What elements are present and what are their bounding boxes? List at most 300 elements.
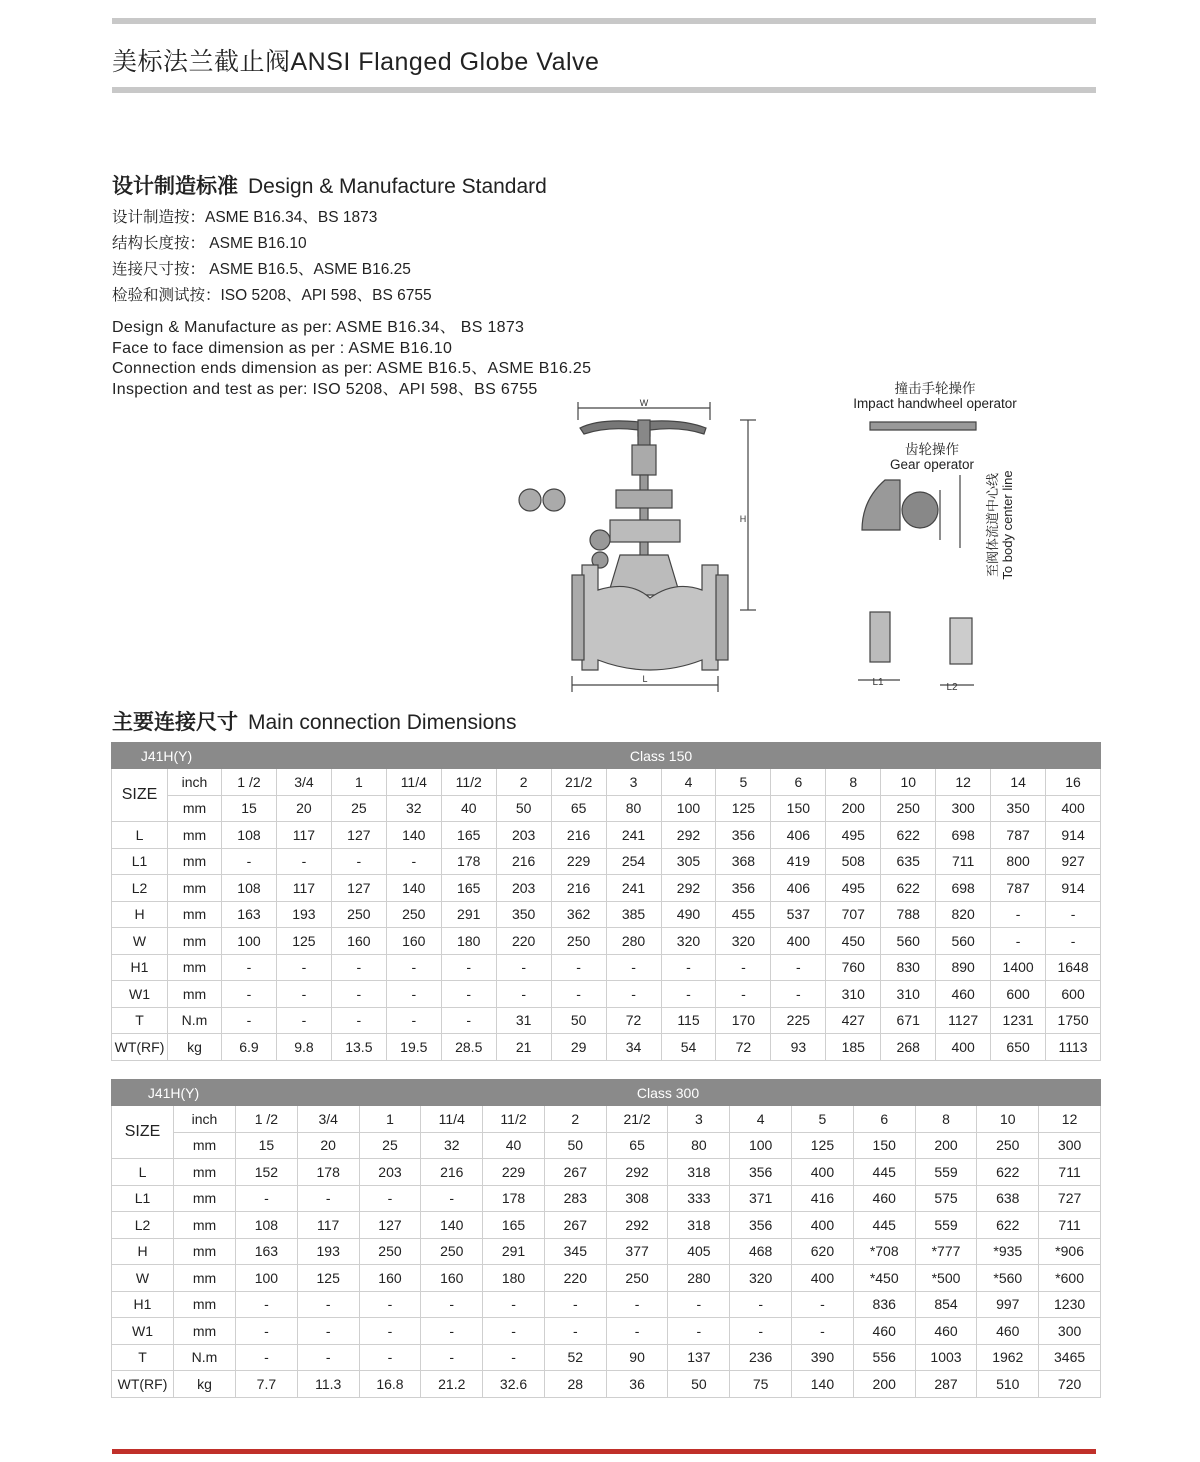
value-cell: 1400 xyxy=(991,954,1046,981)
row-label: L xyxy=(112,1159,174,1186)
dim-l2-label: L2 xyxy=(946,682,958,693)
value-cell: 460 xyxy=(977,1318,1039,1345)
row-label: L xyxy=(112,822,168,849)
value-cell: - xyxy=(386,954,441,981)
value-cell: 460 xyxy=(936,981,991,1008)
value-cell: 160 xyxy=(421,1265,483,1292)
row-unit: mm xyxy=(168,981,222,1008)
value-cell: 400 xyxy=(771,928,826,955)
value-cell: 600 xyxy=(991,981,1046,1008)
size-mm-cell: 100 xyxy=(730,1132,792,1159)
size-inch-cell: 3/4 xyxy=(297,1106,359,1133)
value-cell: - xyxy=(441,1007,496,1034)
table-row xyxy=(112,822,1101,849)
value-cell: 125 xyxy=(297,1265,359,1292)
value-cell: 671 xyxy=(881,1007,936,1034)
value-cell: 100 xyxy=(236,1265,298,1292)
table-row xyxy=(112,1185,1101,1212)
value-cell: *906 xyxy=(1039,1238,1101,1265)
value-cell: - xyxy=(331,981,386,1008)
row-unit: kg xyxy=(174,1371,236,1398)
row-unit: mm xyxy=(168,848,222,875)
size-mm-cell: 32 xyxy=(386,795,441,822)
value-cell: 250 xyxy=(331,901,386,928)
size-mm-cell: 32 xyxy=(421,1132,483,1159)
value-cell: 377 xyxy=(606,1238,668,1265)
size-mm-cell: 125 xyxy=(716,795,771,822)
size-inch-cell: 10 xyxy=(977,1106,1039,1133)
row-label: T xyxy=(112,1007,168,1034)
value-cell: 1231 xyxy=(991,1007,1046,1034)
value-cell: 100 xyxy=(222,928,277,955)
class-label: Class 150 xyxy=(222,743,1101,769)
value-cell: 368 xyxy=(716,848,771,875)
value-cell: 727 xyxy=(1039,1185,1101,1212)
value-cell: 50 xyxy=(668,1371,730,1398)
value-cell: 34 xyxy=(606,1034,661,1061)
size-mm-cell: 400 xyxy=(1046,795,1101,822)
value-cell: 50 xyxy=(551,1007,606,1034)
row-unit: N.m xyxy=(174,1344,236,1371)
value-cell: 1230 xyxy=(1039,1291,1101,1318)
value-cell: 559 xyxy=(915,1159,977,1186)
size-inch-cell: 3 xyxy=(606,769,661,796)
standard-line-en: Connection ends dimension as per: ASME B16.5、ASME B16.25 xyxy=(112,360,592,377)
value-cell: 220 xyxy=(496,928,551,955)
unit-inch: inch xyxy=(168,769,222,796)
table-row xyxy=(112,901,1101,928)
value-cell: 406 xyxy=(771,875,826,902)
value-cell: 345 xyxy=(544,1238,606,1265)
value-cell: 19.5 xyxy=(386,1034,441,1061)
class150-table xyxy=(111,742,1101,1061)
size-mm-cell: 250 xyxy=(881,795,936,822)
value-cell: 698 xyxy=(936,822,991,849)
value-cell: 75 xyxy=(730,1371,792,1398)
value-cell: 250 xyxy=(551,928,606,955)
value-cell: 400 xyxy=(792,1159,854,1186)
value-cell: 203 xyxy=(496,875,551,902)
row-label: L2 xyxy=(112,1212,174,1239)
value-cell: - xyxy=(606,981,661,1008)
value-cell: 117 xyxy=(276,822,331,849)
size-mm-cell: 200 xyxy=(915,1132,977,1159)
row-label: L1 xyxy=(112,1185,174,1212)
table-row xyxy=(112,981,1101,1008)
value-cell: 160 xyxy=(386,928,441,955)
size-inch-cell: 6 xyxy=(771,769,826,796)
value-cell: 495 xyxy=(826,875,881,902)
dims-heading-en: Main connection Dimensions xyxy=(248,711,517,734)
page-title: 美标法兰截止阀ANSI Flanged Globe Valve xyxy=(112,48,600,76)
value-cell: 320 xyxy=(661,928,716,955)
table-row xyxy=(112,795,1101,822)
row-label: T xyxy=(112,1344,174,1371)
value-cell: 711 xyxy=(1039,1159,1101,1186)
value-cell: 556 xyxy=(853,1344,915,1371)
value-cell: 460 xyxy=(915,1318,977,1345)
body-center-line-label xyxy=(980,455,1020,595)
value-cell: 419 xyxy=(771,848,826,875)
row-label: L2 xyxy=(112,875,168,902)
value-cell: - xyxy=(441,981,496,1008)
value-cell: 711 xyxy=(936,848,991,875)
gear-label-cn: 齿轮操作 xyxy=(905,442,959,457)
size-inch-cell: 1 xyxy=(359,1106,421,1133)
value-cell: 229 xyxy=(483,1159,545,1186)
value-cell: 914 xyxy=(1046,875,1101,902)
value-cell: *450 xyxy=(853,1265,915,1292)
size-inch-cell: 12 xyxy=(936,769,991,796)
row-unit: mm xyxy=(174,1185,236,1212)
size-label: SIZE xyxy=(112,769,168,822)
row-unit: mm xyxy=(168,954,222,981)
value-cell: - xyxy=(276,1007,331,1034)
value-cell: 720 xyxy=(1039,1371,1101,1398)
value-cell: 165 xyxy=(483,1212,545,1239)
value-cell: - xyxy=(551,954,606,981)
value-cell: - xyxy=(668,1318,730,1345)
value-cell: 575 xyxy=(915,1185,977,1212)
size-inch-cell: 2 xyxy=(544,1106,606,1133)
value-cell: 36 xyxy=(606,1371,668,1398)
size-mm-cell: 40 xyxy=(483,1132,545,1159)
value-cell: 318 xyxy=(668,1212,730,1239)
row-unit: mm xyxy=(174,1265,236,1292)
value-cell: - xyxy=(331,848,386,875)
size-mm-cell: 20 xyxy=(276,795,331,822)
value-cell: - xyxy=(730,1291,792,1318)
value-cell: 115 xyxy=(661,1007,716,1034)
size-inch-cell: 5 xyxy=(716,769,771,796)
value-cell: 165 xyxy=(441,875,496,902)
size-mm-cell: 25 xyxy=(331,795,386,822)
value-cell: 490 xyxy=(661,901,716,928)
size-inch-cell: 16 xyxy=(1046,769,1101,796)
value-cell: 13.5 xyxy=(331,1034,386,1061)
table-row xyxy=(112,1291,1101,1318)
value-cell: 820 xyxy=(936,901,991,928)
valve-drawing xyxy=(500,380,1040,700)
row-unit: mm xyxy=(168,822,222,849)
standard-line-cn: 结构长度按： ASME B16.10 xyxy=(112,235,307,252)
value-cell: 445 xyxy=(853,1212,915,1239)
table-row xyxy=(112,954,1101,981)
row-label: W xyxy=(112,928,168,955)
value-cell: 400 xyxy=(936,1034,991,1061)
value-cell: 560 xyxy=(881,928,936,955)
value-cell: 225 xyxy=(771,1007,826,1034)
value-cell: - xyxy=(276,954,331,981)
value-cell: 90 xyxy=(606,1344,668,1371)
value-cell: - xyxy=(1046,928,1101,955)
value-cell: 280 xyxy=(606,928,661,955)
value-cell: - xyxy=(716,981,771,1008)
size-mm-cell: 25 xyxy=(359,1132,421,1159)
row-unit: kg xyxy=(168,1034,222,1061)
value-cell: 559 xyxy=(915,1212,977,1239)
size-mm-cell: 100 xyxy=(661,795,716,822)
value-cell: 836 xyxy=(853,1291,915,1318)
value-cell: 160 xyxy=(359,1265,421,1292)
size-inch-cell: 12 xyxy=(1039,1106,1101,1133)
size-inch-cell: 6 xyxy=(853,1106,915,1133)
size-inch-cell: 3 xyxy=(668,1106,730,1133)
size-mm-cell: 50 xyxy=(544,1132,606,1159)
table-row xyxy=(112,1106,1101,1133)
title-rule xyxy=(112,87,1096,93)
value-cell: - xyxy=(236,1344,298,1371)
value-cell: 283 xyxy=(544,1185,606,1212)
value-cell: 250 xyxy=(359,1238,421,1265)
table-row xyxy=(112,848,1101,875)
value-cell: - xyxy=(421,1185,483,1212)
size-inch-cell: 4 xyxy=(661,769,716,796)
gear-label-en: Gear operator xyxy=(889,457,975,472)
size-inch-cell: 1 xyxy=(331,769,386,796)
value-cell: - xyxy=(331,1007,386,1034)
size-inch-cell: 4 xyxy=(730,1106,792,1133)
value-cell: 305 xyxy=(661,848,716,875)
value-cell: 163 xyxy=(236,1238,298,1265)
table-row xyxy=(112,769,1101,796)
dim-l-label: L xyxy=(642,674,648,684)
value-cell: *600 xyxy=(1039,1265,1101,1292)
value-cell: 93 xyxy=(771,1034,826,1061)
value-cell: - xyxy=(792,1318,854,1345)
row-label: WT(RF) xyxy=(112,1034,168,1061)
value-cell: 320 xyxy=(730,1265,792,1292)
value-cell: 510 xyxy=(977,1371,1039,1398)
value-cell: 638 xyxy=(977,1185,1039,1212)
value-cell: 788 xyxy=(881,901,936,928)
table-header-row xyxy=(112,743,1101,769)
size-inch-cell: 11/4 xyxy=(386,769,441,796)
value-cell: 711 xyxy=(1039,1212,1101,1239)
value-cell: 180 xyxy=(483,1265,545,1292)
value-cell: 320 xyxy=(716,928,771,955)
value-cell: 333 xyxy=(668,1185,730,1212)
value-cell: 117 xyxy=(276,875,331,902)
table-row xyxy=(112,1318,1101,1345)
value-cell: - xyxy=(483,1291,545,1318)
value-cell: - xyxy=(792,1291,854,1318)
value-cell: 178 xyxy=(441,848,496,875)
value-cell: 29 xyxy=(551,1034,606,1061)
value-cell: - xyxy=(359,1185,421,1212)
value-cell: 170 xyxy=(716,1007,771,1034)
value-cell: 140 xyxy=(792,1371,854,1398)
value-cell: 160 xyxy=(331,928,386,955)
size-inch-cell: 1 /2 xyxy=(222,769,277,796)
model-label: J41H(Y) xyxy=(112,1080,236,1106)
value-cell: 21.2 xyxy=(421,1371,483,1398)
value-cell: 216 xyxy=(496,848,551,875)
row-label: W1 xyxy=(112,1318,174,1345)
standard-line-en: Face to face dimension as per : ASME B16.10 xyxy=(112,339,453,357)
standard-line-en: Design & Manufacture as per: ASME B16.34、 BS 1873 xyxy=(112,319,525,336)
table-row xyxy=(112,875,1101,902)
value-cell: 416 xyxy=(792,1185,854,1212)
value-cell: - xyxy=(297,1291,359,1318)
value-cell: 1003 xyxy=(915,1344,977,1371)
value-cell: 236 xyxy=(730,1344,792,1371)
value-cell: 125 xyxy=(276,928,331,955)
row-unit: mm xyxy=(168,875,222,902)
value-cell: 400 xyxy=(792,1265,854,1292)
value-cell: 600 xyxy=(1046,981,1101,1008)
design-standard-heading xyxy=(112,170,547,200)
value-cell: 7.7 xyxy=(236,1371,298,1398)
size-mm-cell: 80 xyxy=(606,795,661,822)
table-row xyxy=(112,928,1101,955)
value-cell: 400 xyxy=(792,1212,854,1239)
value-cell: - xyxy=(421,1318,483,1345)
row-unit: mm xyxy=(174,1212,236,1239)
value-cell: 356 xyxy=(716,875,771,902)
dimensions-heading xyxy=(112,706,516,736)
value-cell: 830 xyxy=(881,954,936,981)
size-mm-cell: 200 xyxy=(826,795,881,822)
value-cell: - xyxy=(716,954,771,981)
value-cell: 310 xyxy=(881,981,936,1008)
value-cell: 371 xyxy=(730,1185,792,1212)
size-mm-cell: 150 xyxy=(771,795,826,822)
value-cell: 622 xyxy=(881,875,936,902)
value-cell: - xyxy=(661,954,716,981)
value-cell: 495 xyxy=(826,822,881,849)
unit-inch: inch xyxy=(174,1106,236,1133)
value-cell: 220 xyxy=(544,1265,606,1292)
size-inch-cell: 11/4 xyxy=(421,1106,483,1133)
value-cell: 291 xyxy=(441,901,496,928)
center-label-en: To body center line xyxy=(1000,470,1015,580)
row-label: H1 xyxy=(112,1291,174,1318)
value-cell: 31 xyxy=(496,1007,551,1034)
dim-w-label: W xyxy=(639,398,649,408)
value-cell: 292 xyxy=(606,1212,668,1239)
value-cell: 760 xyxy=(826,954,881,981)
value-cell: 997 xyxy=(977,1291,1039,1318)
value-cell: 250 xyxy=(386,901,441,928)
value-cell: - xyxy=(544,1318,606,1345)
value-cell: 200 xyxy=(853,1371,915,1398)
design-heading-en: Design & Manufacture Standard xyxy=(248,175,547,198)
row-unit: N.m xyxy=(168,1007,222,1034)
value-cell: 127 xyxy=(359,1212,421,1239)
value-cell: 292 xyxy=(606,1159,668,1186)
value-cell: 622 xyxy=(881,822,936,849)
value-cell: - xyxy=(222,1007,277,1034)
size-mm-cell: 15 xyxy=(236,1132,298,1159)
value-cell: 241 xyxy=(606,875,661,902)
value-cell: - xyxy=(386,981,441,1008)
value-cell: - xyxy=(606,1291,668,1318)
value-cell: *560 xyxy=(977,1265,1039,1292)
size-inch-cell: 1 /2 xyxy=(236,1106,298,1133)
value-cell: 310 xyxy=(826,981,881,1008)
value-cell: 216 xyxy=(551,822,606,849)
value-cell: - xyxy=(421,1344,483,1371)
value-cell: - xyxy=(551,981,606,1008)
table-row xyxy=(112,1007,1101,1034)
value-cell: - xyxy=(606,954,661,981)
unit-mm: mm xyxy=(174,1132,236,1159)
value-cell: 787 xyxy=(991,822,1046,849)
value-cell: 356 xyxy=(730,1159,792,1186)
value-cell: 11.3 xyxy=(297,1371,359,1398)
value-cell: - xyxy=(661,981,716,1008)
table-row xyxy=(112,1265,1101,1292)
value-cell: 267 xyxy=(544,1212,606,1239)
size-mm-cell: 50 xyxy=(496,795,551,822)
value-cell: 800 xyxy=(991,848,1046,875)
value-cell: 698 xyxy=(936,875,991,902)
value-cell: - xyxy=(236,1291,298,1318)
value-cell: - xyxy=(386,848,441,875)
row-unit: mm xyxy=(174,1291,236,1318)
value-cell: 108 xyxy=(236,1212,298,1239)
value-cell: 229 xyxy=(551,848,606,875)
standards-cn-list xyxy=(112,205,432,309)
table-header-row xyxy=(112,1080,1101,1106)
value-cell: - xyxy=(991,901,1046,928)
value-cell: - xyxy=(359,1318,421,1345)
value-cell: *777 xyxy=(915,1238,977,1265)
value-cell: - xyxy=(421,1291,483,1318)
class-label: Class 300 xyxy=(236,1080,1101,1106)
value-cell: - xyxy=(483,1344,545,1371)
value-cell: *935 xyxy=(977,1238,1039,1265)
size-inch-cell: 8 xyxy=(826,769,881,796)
value-cell: 216 xyxy=(551,875,606,902)
bottom-rule xyxy=(112,1449,1096,1454)
size-mm-cell: 80 xyxy=(668,1132,730,1159)
value-cell: 356 xyxy=(716,822,771,849)
value-cell: 292 xyxy=(661,875,716,902)
standard-line-cn: 连接尺寸按： ASME B16.5、ASME B16.25 xyxy=(112,261,411,278)
dim-l1-label: L1 xyxy=(872,677,884,688)
value-cell: 635 xyxy=(881,848,936,875)
value-cell: 787 xyxy=(991,875,1046,902)
value-cell: 203 xyxy=(359,1159,421,1186)
value-cell: - xyxy=(359,1344,421,1371)
value-cell: 203 xyxy=(496,822,551,849)
value-cell: 1648 xyxy=(1046,954,1101,981)
top-rule xyxy=(112,18,1096,24)
value-cell: 140 xyxy=(421,1212,483,1239)
value-cell: *500 xyxy=(915,1265,977,1292)
model-label: J41H(Y) xyxy=(112,743,222,769)
value-cell: 427 xyxy=(826,1007,881,1034)
value-cell: 560 xyxy=(936,928,991,955)
value-cell: 178 xyxy=(297,1159,359,1186)
value-cell: - xyxy=(222,848,277,875)
dims-heading-cn: 主要连接尺寸 xyxy=(112,711,238,734)
size-inch-cell: 14 xyxy=(991,769,1046,796)
value-cell: - xyxy=(544,1291,606,1318)
row-label: H xyxy=(112,1238,174,1265)
value-cell: 52 xyxy=(544,1344,606,1371)
value-cell: - xyxy=(606,1318,668,1345)
table-row xyxy=(112,1212,1101,1239)
value-cell: 650 xyxy=(991,1034,1046,1061)
standard-line-cn: 检验和测试按：ISO 5208、API 598、BS 6755 xyxy=(112,287,432,304)
value-cell: 622 xyxy=(977,1212,1039,1239)
value-cell: 445 xyxy=(853,1159,915,1186)
value-cell: 3465 xyxy=(1039,1344,1101,1371)
impact-label-cn: 撞击手轮操作 xyxy=(894,381,976,396)
